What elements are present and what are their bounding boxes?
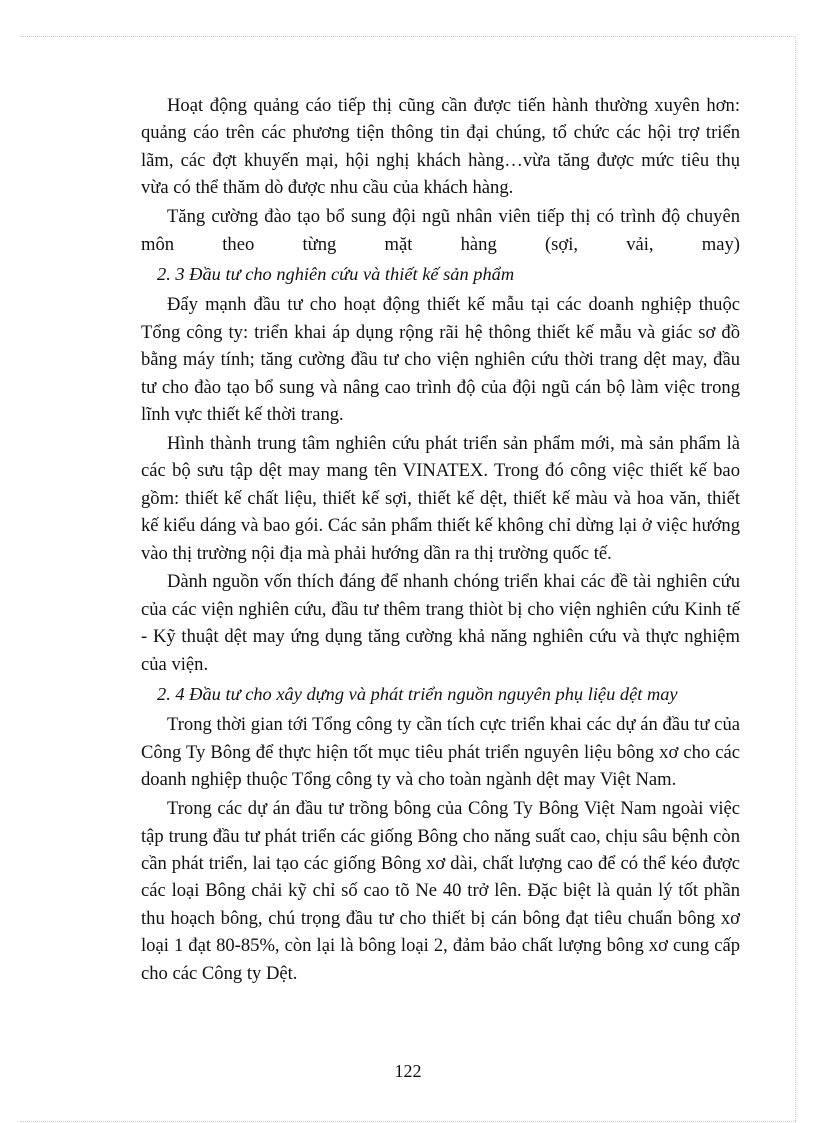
paragraph-research-funding: Dành nguồn vốn thích đáng để nhanh chóng triển khai các đề tài nghiên cứu của các viện nghiên cứu, đầu tư thêm trang thiòt bị cho viện nghiên cứu Kinh tế - Kỹ thuật dệt may ứng dụng tăng cường khả năng nghiên cứu và thực nghiệm của viện. (141, 571, 740, 675)
paragraph-cotton-projects: Trong thời gian tới Tổng công ty cần tích cực triển khai các dự án đầu tư của Công Ty Bông để thực hiện tốt mục tiêu phát triển nguyên liệu bông xơ cho các doanh nghiệp thuộc Tổng công ty và cho toàn ngành dệt may Việt Nam. (141, 714, 740, 791)
page-frame-top (20, 36, 796, 37)
section-heading-2-3: 2. 3 Đầu tư cho nghiên cứu và thiết kế sản phẩm (157, 263, 515, 284)
paragraph-cotton-planting: Trong các dự án đầu tư trồng bông của Công Ty Bông Việt Nam ngoài việc tập trung đầu tư phát triển các giống Bông cho năng suất cao, chịu sâu bệnh còn cần phát triển, lai tạo các giống Bông xơ dài, chất lượng cao để có thể kéo được các loại Bông chải kỹ chỉ số cao tõ Ne 40 trở lên. Đặc biệt là quản lý tốt phần thu hoạch bông, chú trọng đầu tư cho thiết bị cán bông đạt tiêu chuẩn bông xơ loại 1 đạt 80-85%, còn lại là bông loại 2, đảm bảo chất lượng bông xơ cung cấp cho các Công ty Dệt. (141, 798, 740, 984)
page-number: 122 (394, 1061, 422, 1081)
paragraph-marketing-staff: Tăng cường đào tạo bổ sung đội ngũ nhân viên tiếp thị có trình độ chuyên môn theo từng mặt hàng (sợi, vải, may) (141, 206, 740, 255)
page-frame-bottom (20, 1121, 796, 1122)
page-frame-right (795, 36, 796, 1121)
section-heading-2-4: 2. 4 Đầu tư cho xây dựng và phát triển nguồn nguyên phụ liệu dệt may (157, 684, 678, 705)
paragraph-design-investment: Đẩy mạnh đầu tư cho hoạt động thiết kế mẫu tại các doanh nghiệp thuộc Tổng công ty: triển khai áp dụng rộng rãi hệ thông thiết kế mẫu và giác sơ đồ bằng máy tính; tăng cường đầu tư cho viện nghiên cứu thời trang dệt may, đầu tư cho đào tạo bổ sung và nâng cao trình độ của đội ngũ cán bộ làm việc trong lĩnh vực thiết kế thời trang. (141, 294, 740, 425)
document-body (141, 92, 740, 989)
paragraph-advertising: Hoạt động quảng cáo tiếp thị cũng cần được tiến hành thường xuyên hơn: quảng cáo trên các phương tiện thông tin đại chúng, tổ chức các hội trợ triển lãm, các đợt khuyến mại, hội nghị khách hàng…vừa tăng được mức tiêu thụ vừa có thể thăm dò được nhu cầu của khách hàng. (141, 95, 740, 199)
paragraph-research-center: Hình thành trung tâm nghiên cứu phát triển sản phẩm mới, mà sản phẩm là các bộ sưu tập dệt may mang tên VINATEX. Trong đó công việc thiết kế bao gồm: thiết kế chất liệu, thiết kế sợi, thiết kế dệt, thiết kế màu và hoa văn, thiết kế kiểu dáng và bao gói. Các sản phẩm thiết kế không chỉ dừng lại ở việc hướng vào thị trường nội địa mà phải hướng dần ra thị trường quốc tế. (141, 432, 740, 564)
